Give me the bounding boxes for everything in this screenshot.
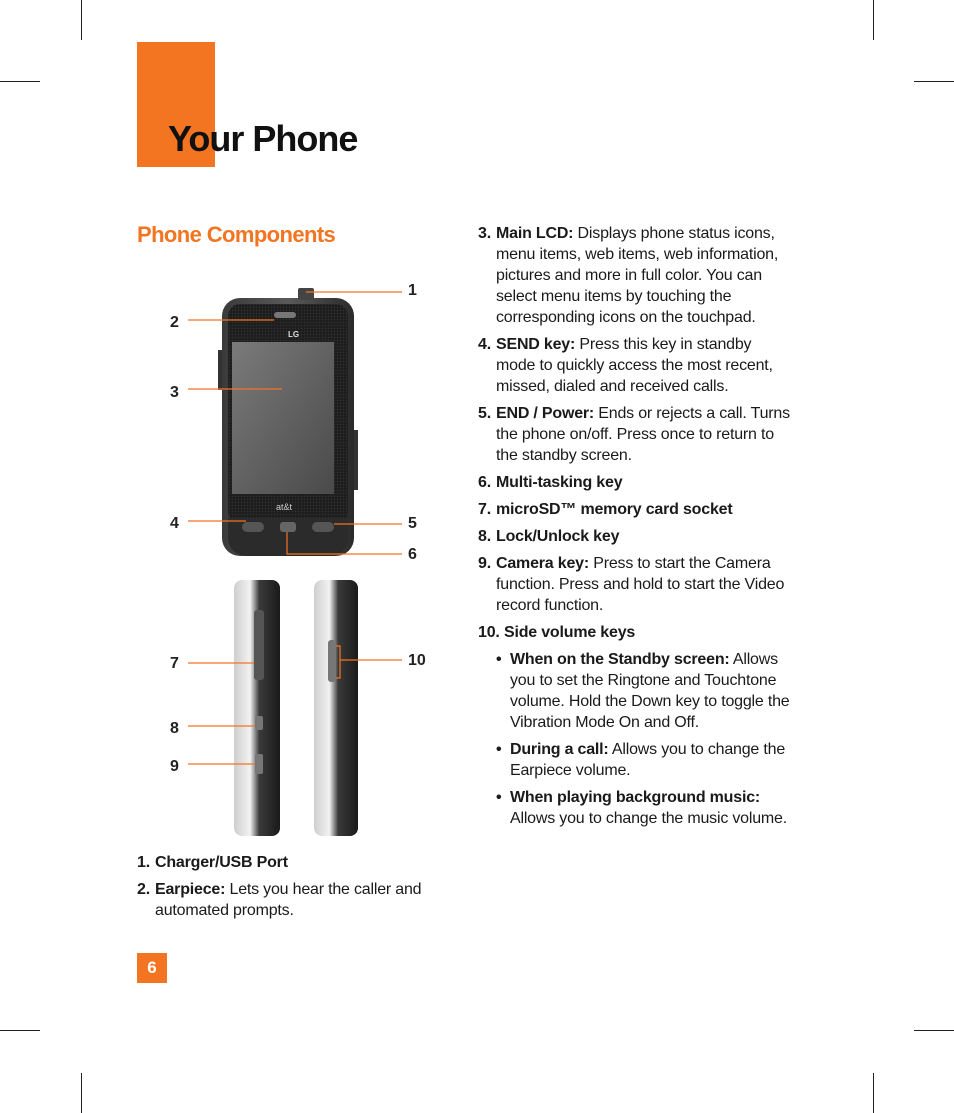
bullet-label: During a call: bbox=[510, 741, 609, 758]
item-label: Side volume keys bbox=[504, 624, 636, 641]
item-label: Camera key: bbox=[496, 555, 589, 572]
bullet-item bbox=[496, 649, 794, 733]
crop-mark bbox=[0, 81, 40, 82]
item-number: 1. bbox=[137, 854, 150, 871]
item-description: Press this key in standby mode to quickly access the most recent, missed, dialed and received calls. bbox=[496, 336, 773, 395]
crop-mark bbox=[873, 1073, 874, 1113]
bullet-dot: • bbox=[496, 741, 502, 758]
bullet-label: When playing background music: bbox=[510, 789, 761, 806]
camera-key bbox=[255, 754, 263, 774]
crop-mark bbox=[914, 1030, 954, 1031]
component-item bbox=[478, 223, 794, 328]
item-number: 4. bbox=[478, 336, 491, 353]
item-description: Press to start the Camera function. Press and hold to start the Video record function. bbox=[496, 555, 785, 614]
phone-diagram bbox=[150, 270, 440, 850]
item-label: Earpiece: bbox=[155, 881, 226, 898]
lock-key bbox=[255, 716, 263, 730]
page-title: Your Phone bbox=[168, 118, 358, 159]
page-number: 6 bbox=[137, 953, 167, 983]
component-item bbox=[478, 553, 794, 616]
crop-mark bbox=[873, 0, 874, 40]
section-heading: Phone Components bbox=[137, 222, 336, 247]
brand-logo: LG bbox=[288, 330, 300, 339]
microsd-slot bbox=[254, 610, 264, 680]
item-number: 5. bbox=[478, 405, 491, 422]
callout-5: 5 bbox=[408, 515, 417, 532]
component-item bbox=[137, 852, 427, 873]
bullet-label: When on the Standby screen: bbox=[510, 651, 730, 668]
carrier-logo: at&t bbox=[276, 502, 293, 512]
item-label: Charger/USB Port bbox=[155, 854, 288, 871]
bullet-item bbox=[496, 739, 794, 781]
component-list-left bbox=[137, 852, 427, 927]
item-description: Displays phone status icons, menu items, web items, web information, pictures and more in full color. You can select menu items by touching the corresponding icons on the touchpad. bbox=[496, 225, 779, 326]
component-item bbox=[478, 472, 794, 493]
component-item bbox=[478, 622, 794, 643]
callout-10: 10 bbox=[408, 652, 426, 669]
bullet-description: Allows you to change the Earpiece volume. bbox=[510, 741, 786, 779]
crop-mark bbox=[0, 1030, 40, 1031]
item-label: microSD™ memory card socket bbox=[496, 501, 733, 518]
multitasking-key bbox=[280, 522, 296, 532]
bullet-description: Allows you to change the music volume. bbox=[510, 810, 787, 827]
item-number: 9. bbox=[478, 555, 491, 572]
component-item bbox=[478, 334, 794, 397]
component-list-right bbox=[478, 223, 794, 835]
item-description: Lets you hear the caller and automated prompts. bbox=[155, 881, 422, 919]
item-number: 8. bbox=[478, 528, 491, 545]
item-number: 10. bbox=[478, 624, 500, 641]
item-label: Lock/Unlock key bbox=[496, 528, 620, 545]
component-item bbox=[478, 526, 794, 547]
component-item bbox=[478, 403, 794, 466]
end-power-key bbox=[312, 522, 334, 532]
crop-mark bbox=[914, 81, 954, 82]
send-key bbox=[242, 522, 264, 532]
item-number: 7. bbox=[478, 501, 491, 518]
volume-keys bbox=[328, 640, 336, 682]
component-item bbox=[137, 879, 427, 921]
item-number: 2. bbox=[137, 881, 150, 898]
crop-mark bbox=[81, 0, 82, 40]
callout-4: 4 bbox=[170, 515, 179, 532]
bullet-item bbox=[496, 787, 794, 829]
item-number: 3. bbox=[478, 225, 491, 242]
usb-port bbox=[298, 288, 314, 300]
callout-8: 8 bbox=[170, 720, 179, 737]
component-item bbox=[478, 499, 794, 520]
bullet-dot: • bbox=[496, 789, 502, 806]
bullet-dot: • bbox=[496, 651, 502, 668]
item-label: Multi-tasking key bbox=[496, 474, 623, 491]
item-label: SEND key: bbox=[496, 336, 576, 353]
callout-2: 2 bbox=[170, 314, 179, 331]
callout-9: 9 bbox=[170, 758, 179, 775]
item-description: Ends or rejects a call. Turns the phone on/off. Press once to return to the standby screen. bbox=[496, 405, 790, 464]
callout-3: 3 bbox=[170, 384, 179, 401]
main-lcd bbox=[232, 342, 334, 494]
item-label: Main LCD: bbox=[496, 225, 574, 242]
item-label: END / Power: bbox=[496, 405, 595, 422]
callout-6: 6 bbox=[408, 546, 417, 563]
item-number: 6. bbox=[478, 474, 491, 491]
callout-1: 1 bbox=[408, 282, 417, 299]
phone-illustration bbox=[150, 270, 440, 850]
phone-side-right bbox=[314, 580, 358, 836]
crop-mark bbox=[81, 1073, 82, 1113]
earpiece bbox=[274, 312, 296, 318]
bullet-description: Allows you to set the Ringtone and Touchtone volume. Hold the Down key to toggle the Vibration Mode On and Off. bbox=[510, 651, 790, 731]
callout-7: 7 bbox=[170, 655, 179, 672]
